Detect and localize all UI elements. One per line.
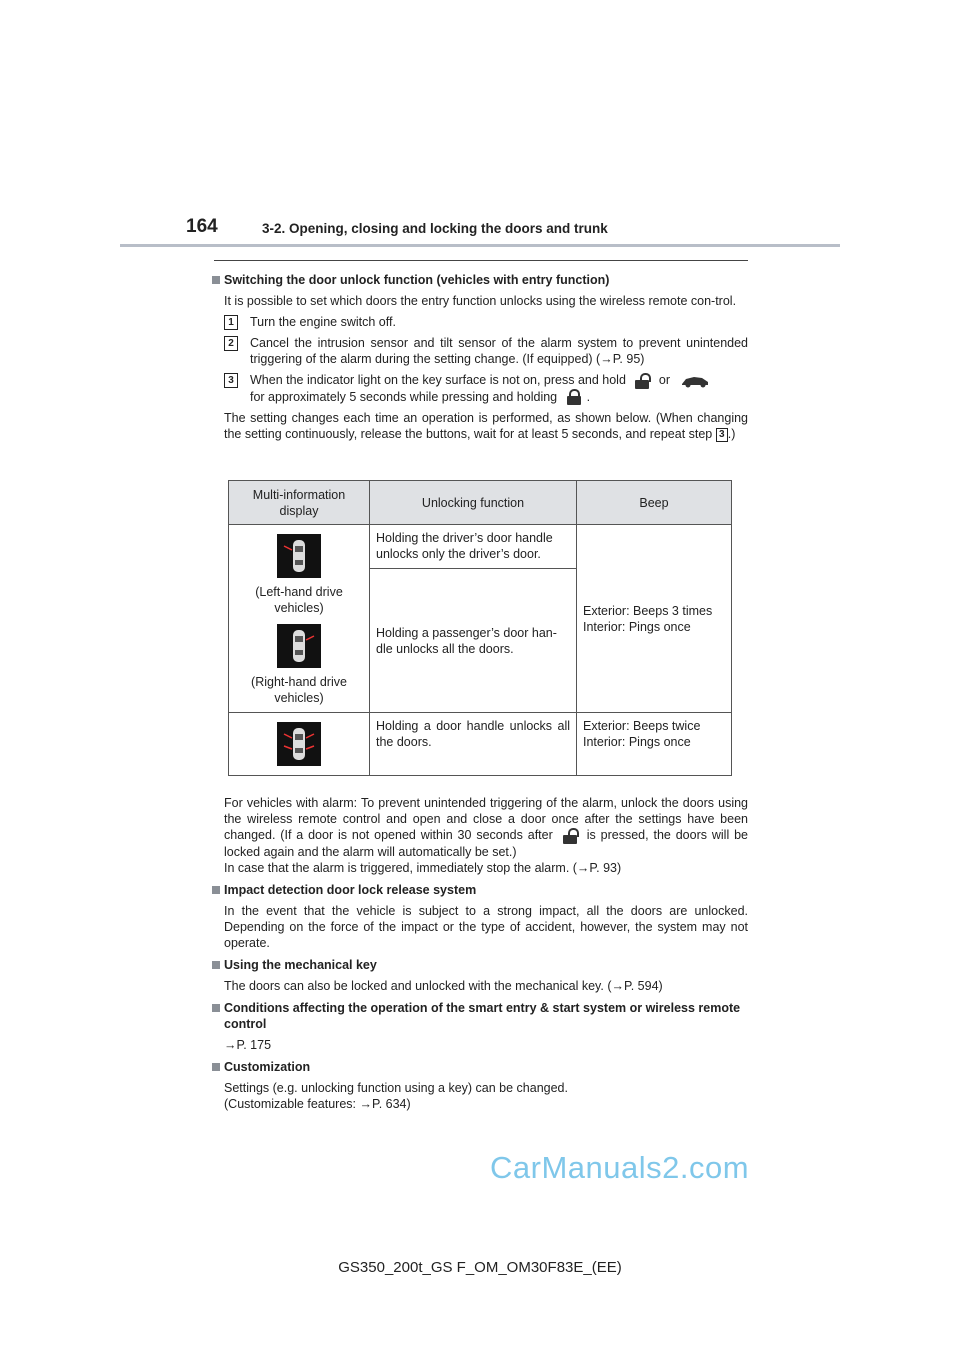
unlock-function-table (228, 480, 732, 776)
bullet-square-icon (212, 1063, 220, 1071)
section-title: 3-2. Opening, closing and locking the doors and trunk (262, 221, 608, 236)
lock-button-icon (567, 389, 581, 405)
heading-mechanical: Using the mechanical key (212, 957, 748, 973)
page-number: 164 (186, 216, 218, 237)
table-header-row (229, 481, 732, 525)
row3-beep: Exterior: Beeps twice Interior: Pings once (577, 713, 732, 776)
unlock-button-icon (563, 828, 577, 844)
main-content (212, 268, 748, 442)
col-function: Unlocking function (370, 481, 577, 525)
heading-switching: Switching the door unlock function (vehicles with entry function) (212, 272, 748, 288)
header-rule (120, 244, 840, 247)
col-display: Multi-information display (229, 481, 370, 525)
step-1: 1 Turn the engine switch off. (224, 314, 748, 330)
customization-text-1: Settings (e.g. unlocking function using a key) can be changed. (224, 1080, 568, 1095)
car-driver-door-rhd-icon (277, 624, 321, 668)
row3-function: Holding a door handle unlocks all the doors. (370, 713, 577, 776)
step-2: 2 Cancel the intrusion sensor and tilt sensor of the alarm system to prevent unintended triggering of the alarm during the setting change. (If equipped) (→P. 95) (224, 335, 748, 367)
row1-function: Holding the driver’s door handle unlocks only the driver’s door. (370, 525, 577, 569)
display-cell (229, 525, 370, 713)
row12-beep: Exterior: Beeps 3 times Interior: Pings once (577, 525, 732, 713)
car-all-doors-icon (277, 722, 321, 766)
conditions-text: →P. 175 (224, 1037, 272, 1052)
bullet-square-icon (212, 886, 220, 894)
lhd-label: (Left-hand drive vehicles) (255, 585, 343, 615)
step-number: 2 (224, 336, 238, 351)
heading-conditions: Conditions affecting the operation of the smart entry & start system or wireless remote control (212, 1000, 748, 1032)
bullet-square-icon (212, 961, 220, 969)
bullet-square-icon (212, 1004, 220, 1012)
table-row (229, 713, 732, 776)
watermark-logo: CarManuals2.com (490, 1150, 750, 1185)
trunk-button-icon (680, 374, 710, 388)
step-number: 3 (224, 373, 238, 388)
col-beep: Beep (577, 481, 732, 525)
step-3: 3 When the indicator light on the key surface is not on, press and hold or for approximately 5 seconds while pressing and holding . (224, 372, 748, 405)
alarm-note: For vehicles with alarm: To prevent unintended triggering of the alarm, unlock the doors using the wireless remote control and open and close a door once after the settings have been changed. (If a door is not opened within 30 seconds after is pressed, the doors will be locked again and the alarm will automatically be set.) In case that the alarm is triggered, immediately stop the alarm. (→P. 93) (224, 796, 748, 875)
intro-text: It is possible to set which doors the entry function unlocks using the wireless remote con-trol. (224, 294, 737, 308)
step-ref-box: 3 (716, 428, 728, 442)
car-driver-door-icon (277, 534, 321, 578)
unlock-button-icon (635, 373, 649, 389)
document-footer: GS350_200t_GS F_OM_OM30F83E_(EE) (338, 1259, 622, 1276)
lower-content (212, 790, 748, 1112)
impact-text: In the event that the vehicle is subject to a strong impact, all the doors are unlocked. Depending on the force of the impact or the type of accident, however, the system may not operate. (224, 903, 748, 950)
rhd-label: (Right-hand drive vehicles) (251, 675, 347, 705)
row2-function: Holding a passenger’s door han-dle unlocks all the doors. (370, 569, 577, 713)
step-number: 1 (224, 315, 238, 330)
bullet-square-icon (212, 276, 220, 284)
section-rule (214, 260, 748, 261)
table-row (229, 525, 732, 569)
mechanical-text: The doors can also be locked and unlocked with the mechanical key. (→P. 594) (224, 978, 663, 993)
heading-impact: Impact detection door lock release system (212, 882, 748, 898)
heading-customization: Customization (212, 1059, 748, 1075)
display-cell (229, 713, 370, 776)
after-steps-text: The setting changes each time an operation is performed, as shown below. (When changing the setting continuously, release the buttons, wait for at least 5 seconds, and repeat step 3 .) (224, 411, 748, 442)
steps-list (212, 314, 748, 405)
customization-text-2: (Customizable features: →P. 634) (224, 1096, 411, 1111)
